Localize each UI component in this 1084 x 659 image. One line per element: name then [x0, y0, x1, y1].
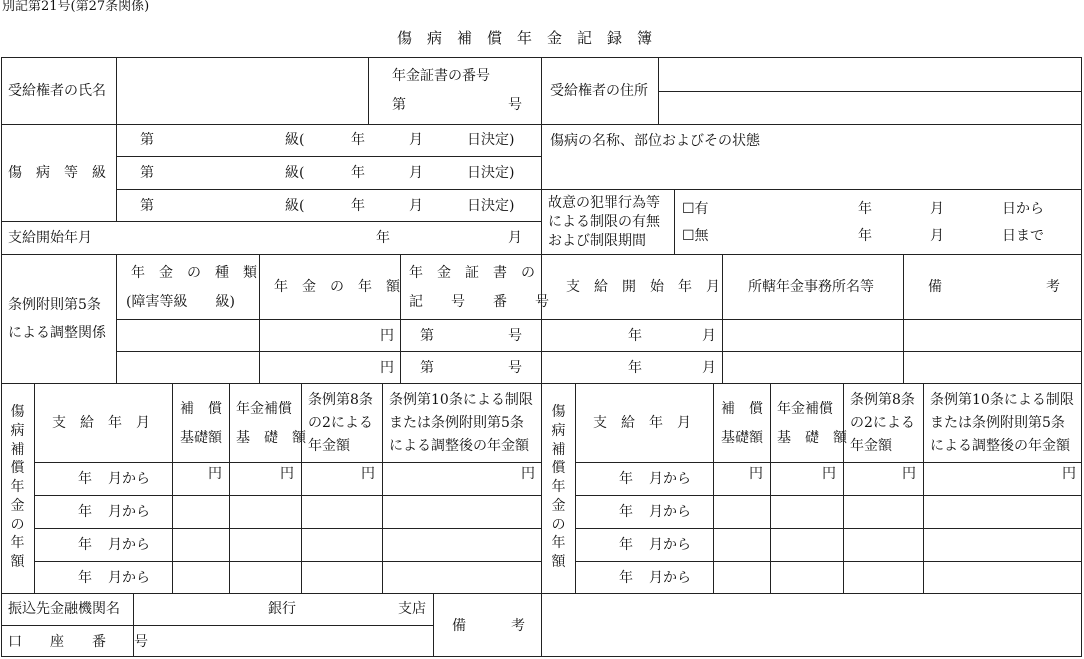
disease-name-label: 傷病の名称、部位およびその状態	[550, 133, 760, 149]
rule	[116, 319, 1082, 320]
annual-row-nen: 年	[619, 537, 633, 553]
grade-row-tsuki: 月	[409, 165, 423, 181]
annual-yen: 円	[208, 466, 222, 482]
art8-header: 年金額	[850, 438, 892, 454]
rule	[541, 593, 542, 657]
bank-shiten: 支店	[398, 601, 426, 617]
bank-biko: 考	[511, 618, 525, 634]
art10-header: 条例第10条による制限	[389, 392, 533, 408]
grade-row-tsuki: 月	[409, 198, 423, 214]
payment-start-label: 支給開始年月	[8, 230, 92, 246]
crime-label-line: による制限の有無	[548, 214, 660, 230]
vertical-char: 償	[551, 460, 566, 477]
rule	[658, 91, 1082, 92]
rule	[770, 383, 771, 593]
rule	[34, 561, 541, 562]
rule	[116, 189, 541, 190]
rule	[575, 561, 1082, 562]
restriction-no-checkbox[interactable]: ☐無	[682, 228, 709, 244]
grade-row-hi: 日決定)	[467, 132, 515, 148]
rule	[575, 495, 1082, 496]
grade-row-nen: 年	[351, 198, 365, 214]
adjust-start-header: 支 給 開 始 年 月	[566, 279, 720, 295]
rule	[34, 495, 541, 496]
vertical-char: 年	[551, 535, 566, 552]
crime-label-line: および制限期間	[548, 233, 646, 249]
disease-grade-label: 傷 病 等 級	[8, 165, 106, 181]
grade-row-tsuki: 月	[409, 132, 423, 148]
annual-row-kara: 月から	[649, 537, 691, 553]
rule	[259, 254, 260, 383]
rule	[713, 383, 714, 593]
annual-yen: 円	[280, 466, 294, 482]
annual-row-kara: 月から	[649, 570, 691, 586]
rule	[1, 625, 433, 626]
vertical-char: 補	[551, 441, 566, 458]
rule	[34, 462, 541, 463]
annual-row-kara: 月から	[108, 471, 150, 487]
art10-header: による調整後の年金額	[389, 438, 529, 454]
annual-yen: 円	[822, 466, 836, 482]
adjust-nen: 年	[628, 328, 642, 344]
annual-yen: 円	[902, 466, 916, 482]
adjust-yen: 円	[380, 328, 394, 344]
rule	[172, 383, 173, 593]
annual-row-kara: 月から	[649, 471, 691, 487]
vertical-char: 補	[10, 441, 25, 458]
rule	[541, 254, 542, 383]
annual-row-nen: 年	[619, 504, 633, 520]
vertical-char: 金	[10, 497, 25, 514]
art8-header: の2による	[850, 415, 915, 431]
yes-from: 日から	[1002, 201, 1044, 217]
vertical-char: 病	[10, 422, 25, 439]
rule	[923, 383, 924, 593]
rule	[722, 254, 723, 383]
adjust-tsuki: 月	[702, 360, 716, 376]
form-number: 別記第21号(第27条関係)	[2, 0, 150, 14]
vertical-char: 年	[10, 479, 25, 495]
yes-nen: 年	[858, 201, 872, 217]
vertical-char: の	[10, 516, 25, 533]
annual-yen: 円	[1062, 466, 1076, 482]
crime-label-line: 故意の犯罪行為等	[548, 195, 660, 211]
recipient-name-label: 受給権者の氏名	[8, 83, 106, 99]
pension-base-header: 年金補償	[236, 401, 292, 417]
adjust-label-line: による調整関係	[8, 325, 106, 341]
art8-header: 条例第8条	[308, 392, 373, 408]
art8-header: の2による	[308, 415, 373, 431]
rule	[674, 189, 675, 254]
annual-row-kara: 月から	[108, 570, 150, 586]
pension-office-header: 所轄年金事務所名等	[748, 279, 874, 295]
adjust-dai: 第	[420, 360, 434, 376]
grade-row-dai: 第	[140, 165, 154, 181]
annual-yen: 円	[361, 466, 375, 482]
rule	[575, 462, 1082, 463]
art8-header: 条例第8条	[850, 392, 915, 408]
rule	[658, 57, 659, 124]
restriction-yes-checkbox[interactable]: ☐有	[682, 201, 709, 217]
cert-header: 年 金 証 書 の	[409, 265, 535, 281]
adjust-label-line: 条例附則第5条	[8, 297, 101, 313]
adjust-dai: 第	[420, 328, 434, 344]
rule	[34, 383, 35, 593]
rule	[116, 351, 1082, 352]
cert-number-header: 記 号 番 号	[409, 294, 549, 310]
rule	[575, 528, 1082, 529]
month-header: 支 給 年 月	[52, 415, 150, 431]
rule	[400, 254, 401, 383]
vertical-char: 年	[10, 535, 25, 552]
annual-row-nen: 年	[78, 504, 92, 520]
hosho-header: 補 償	[180, 401, 222, 417]
rule	[34, 528, 541, 529]
rule	[301, 383, 302, 593]
account-number-label: 口 座 番 号	[8, 634, 148, 650]
grade-row-dai: 第	[140, 132, 154, 148]
vertical-char: 傷	[551, 404, 566, 420]
cert-dai: 第	[392, 97, 406, 113]
no-nen: 年	[858, 228, 872, 244]
vertical-char: 金	[551, 497, 566, 514]
vertical-char: 額	[551, 554, 566, 570]
annual-row-nen: 年	[78, 471, 92, 487]
rule	[382, 383, 383, 593]
rule	[368, 57, 369, 124]
bank-biko: 備	[452, 618, 466, 634]
pension-kind-header: 年 金 の 種 類	[131, 265, 257, 281]
vertical-char: の	[551, 516, 566, 533]
art10-header: 条例第10条による制限	[930, 392, 1074, 408]
adjust-go: 号	[508, 360, 522, 376]
rule	[433, 593, 434, 657]
grade-row-dai: 第	[140, 198, 154, 214]
annual-row-nen: 年	[619, 471, 633, 487]
annual-vertical-label	[9, 405, 26, 569]
art10-header: または条例附則第5条	[930, 415, 1065, 431]
grade-row-hi: 日決定)	[467, 198, 515, 214]
grade-row-kyu: 級(	[285, 132, 305, 148]
annual-row-nen: 年	[78, 570, 92, 586]
rule	[843, 383, 844, 593]
rule	[903, 254, 904, 383]
month-header: 支 給 年 月	[593, 415, 691, 431]
grade-row-kyu: 級(	[285, 198, 305, 214]
annual-yen: 円	[521, 466, 535, 482]
page-title: 傷 病 補 償 年 金 記 録 簿	[397, 29, 653, 47]
hosho-header: 補 償	[721, 401, 763, 417]
adjust-yen: 円	[380, 360, 394, 376]
grade-row-nen: 年	[351, 132, 365, 148]
rule	[116, 254, 117, 383]
annual-row-nen: 年	[619, 570, 633, 586]
grade-row-nen: 年	[351, 165, 365, 181]
vertical-char: 病	[551, 422, 566, 439]
hosho-header: 基礎額	[180, 430, 222, 446]
cert-number-label: 年金証書の番号	[392, 68, 490, 84]
no-tsuki: 月	[930, 228, 944, 244]
pension-kind-subheader: (障害等級 級)	[126, 294, 235, 310]
pension-amount-header: 年 金 の 年 額	[274, 279, 400, 295]
annual-row-kara: 月から	[108, 537, 150, 553]
grade-row-hi: 日決定)	[467, 165, 515, 181]
vertical-char: 傷	[10, 404, 25, 420]
rule	[541, 124, 542, 254]
annual-row-nen: 年	[78, 537, 92, 553]
vertical-char: 償	[10, 460, 25, 477]
grade-row-kyu: 級(	[285, 165, 305, 181]
rule	[1, 221, 541, 222]
art8-header: 年金額	[308, 438, 350, 454]
cert-go: 号	[508, 97, 522, 113]
hosho-header: 基礎額	[721, 430, 763, 446]
annual-vertical-label	[550, 405, 567, 569]
art10-header: による調整後の年金額	[930, 438, 1070, 454]
rule	[229, 383, 230, 593]
recipient-address-label: 受給権者の住所	[550, 83, 648, 99]
rule	[575, 383, 576, 593]
pension-base-header: 年金補償	[777, 401, 833, 417]
adjust-go: 号	[508, 328, 522, 344]
payment-start-tsuki: 月	[508, 230, 522, 246]
rule	[541, 383, 542, 593]
rule	[116, 57, 117, 124]
adjust-biko-header: 考	[1046, 279, 1060, 295]
bank-ginko: 銀行	[268, 601, 296, 617]
pension-base-header: 基 礎 額	[777, 430, 847, 446]
adjust-tsuki: 月	[702, 328, 716, 344]
annual-row-kara: 月から	[108, 504, 150, 520]
rule	[116, 124, 117, 221]
rule	[541, 57, 542, 124]
yes-tsuki: 月	[930, 201, 944, 217]
payment-start-nen: 年	[376, 230, 390, 246]
rule	[541, 189, 1082, 190]
rule	[116, 156, 541, 157]
adjust-biko-header: 備	[928, 279, 942, 295]
vertical-char: 年	[551, 479, 566, 495]
pension-base-header: 基 礎 額	[236, 430, 306, 446]
annual-row-kara: 月から	[649, 504, 691, 520]
annual-yen: 円	[749, 466, 763, 482]
adjust-nen: 年	[628, 360, 642, 376]
vertical-char: 額	[10, 554, 25, 570]
art10-header: または条例附則第5条	[389, 415, 524, 431]
no-until: 日まで	[1002, 228, 1044, 244]
bank-name-label: 振込先金融機関名	[8, 601, 120, 617]
